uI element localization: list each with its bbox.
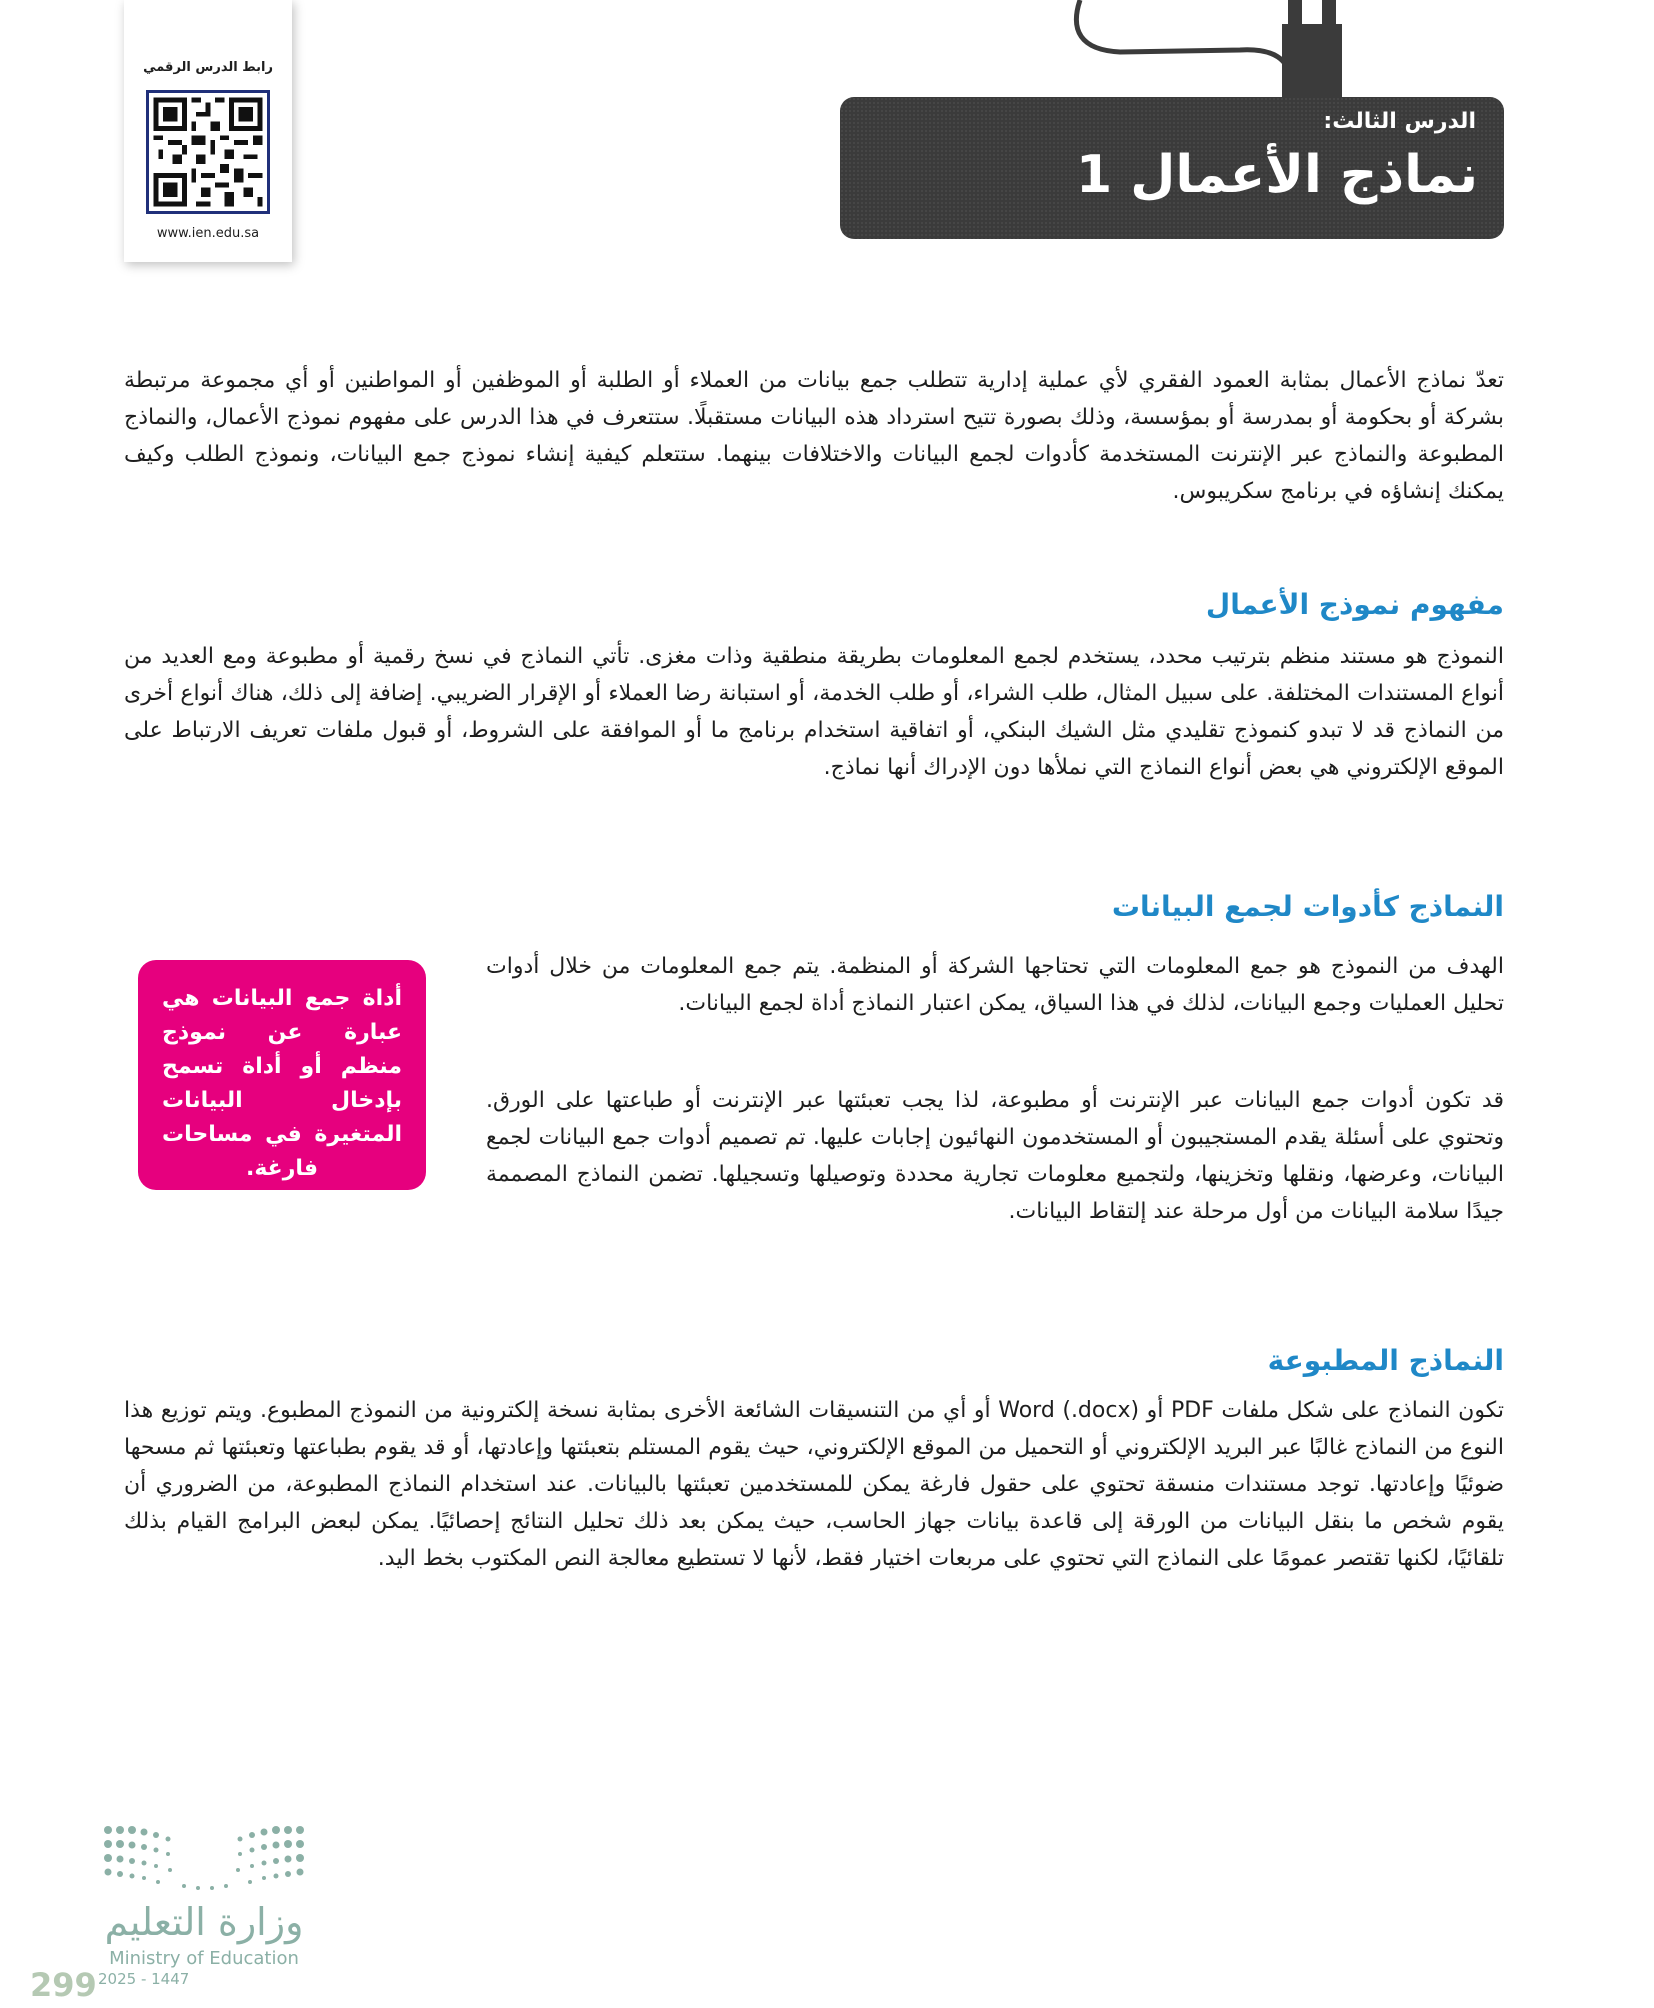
tools-paragraph-2: قد تكون أدوات جمع البيانات عبر الإنترنت أو مطبوعة، لذا يجب تعبئتها عبر الإنترنت أو طباعتها على الورق. وتحتوي على أسئلة يقدم المستجيبون أو المستخدمون النهائيون إجابات عليها. تم تصميم أدوات جمع البيانات لجمع البيانات، وعرضها، ونقلها وتخزينها، ولتجميع معلومات تجارية محددة وتوصيلها وتسجيلها. تضمن النماذج المصممة جيدًا سلامة البيانات من أول مرحلة عند إلتقاط البيانات. — [486, 1088, 1504, 1224]
cable-plug-icon — [1060, 0, 1380, 110]
ministry-year: 2025 - 1447 — [98, 1970, 190, 1988]
ministry-name-english: Ministry of Education — [109, 1948, 299, 1969]
qr-card[interactable] — [124, 0, 292, 262]
section-heading-tools: النماذج كأدوات لجمع البيانات — [1111, 890, 1504, 923]
printed-paragraph: تكون النماذج على شكل ملفات PDF أو Word (.docx) أو أي من التنسيقات الشائعة الأخرى بمثابة نسخة إلكترونية من النموذج المطبوع. ويتم توزيع هذا النوع من النماذج غالبًا عبر البريد الإلكتروني أو التحميل من الموقع الإلكتروني، حيث يقوم المستلم بتعبئتها وإعادتها، أو قد يقوم بطباعتها وتعبئتها ثم مسحها ضوئيًا وإعادتها. توجد مستندات منسقة تحتوي على حقول فارغة يمكن للمستخدمين تعبئتها بالبيانات. عند استخدام النماذج المطبوعة، من الضروري أن يقوم شخص ما بنقل البيانات من الورقة إلى قاعدة بيانات جهاز الحاسب، حيث يمكن بعد ذلك تحليل النتائج إحصائيًا. يمكن لبعض البرامج القيام بذلك تلقائيًا، لكنها تقتصر عمومًا على النماذج التي تحتوي على مربعات اختيار فقط، لأنها لا تستطيع معالجة النص المكتوب بخط اليد. — [124, 1398, 1504, 1571]
qr-label: رابط الدرس الرقمي — [143, 60, 273, 75]
intro-paragraph: تعدّ نماذج الأعمال بمثابة العمود الفقري لأي عملية إدارية تتطلب جمع بيانات من العملاء أو الطلبة أو الموظفين أو المواطنين أو أي مجموعة مرتبطة بشركة أو بحكومة أو بمدرسة أو بمؤسسة، وذلك بصورة تتيح استرداد هذه البيانات مستقبلًا. ستتعرف في هذا الدرس على مفهوم نموذج الأعمال، والنماذج المطبوعة والنماذج عبر الإنترنت المستخدمة كأدوات لجمع البيانات والاختلافات بينهما. ستتعلم كيفية إنشاء نموذج جمع البيانات، ونموذج الطلب وكيف يمكنك إنشاؤه في برنامج سكريبوس. — [124, 368, 1504, 504]
page-number: 299 — [30, 1966, 97, 2004]
qr-url[interactable]: www.ien.edu.sa — [156, 226, 260, 241]
lesson-title: نماذج الأعمال 1 — [1075, 145, 1478, 205]
section-heading-concept: مفهوم نموذج الأعمال — [1205, 588, 1504, 621]
concept-paragraph: النموذج هو مستند منظم بترتيب محدد، يستخدم لجمع المعلومات بطريقة منطقية وذات مغزى. تأتي النماذج في نسخ رقمية أو مطبوعة ومع العديد من أنواع المستندات المختلفة. على سبيل المثال، طلب الشراء، أو طلب الخدمة، أو استبانة رضا العملاء أو الإقرار الضريبي. إضافة إلى ذلك، هناك أنواع أخرى من النماذج قد لا تبدو كنموذج تقليدي مثل الشيك البنكي، أو اتفاقية استخدام برنامج ما أو الموافقة على الشروط، أو قبول ملفات تعريف الارتباط على الموقع الإلكتروني هي بعض أنواع النماذج التي نملأها دون الإدراك أنها نماذج. — [124, 644, 1504, 780]
section-heading-printed: النماذج المطبوعة — [1267, 1344, 1504, 1377]
ministry-name-arabic: وزارة التعليم — [104, 1900, 304, 1944]
ministry-logo-icon — [98, 1820, 310, 1900]
lesson-banner — [840, 97, 1504, 239]
lesson-number: الدرس الثالث: — [1323, 109, 1476, 134]
definition-callout: أداة جمع البيانات هي عبارة عن نموذج منظم أو أداة تسمح بإدخال البيانات المتغيرة في مساحات فارغة. — [138, 960, 426, 1190]
tools-paragraph-1: الهدف من النموذج هو جمع المعلومات التي تحتاجها الشركة أو المنظمة. يتم جمع المعلومات من خلال أدوات تحليل العمليات وجمع البيانات، لذلك في هذا السياق، يمكن اعتبار النماذج أداة لجمع البيانات. — [486, 954, 1504, 1016]
qr-code-icon[interactable] — [146, 90, 270, 214]
